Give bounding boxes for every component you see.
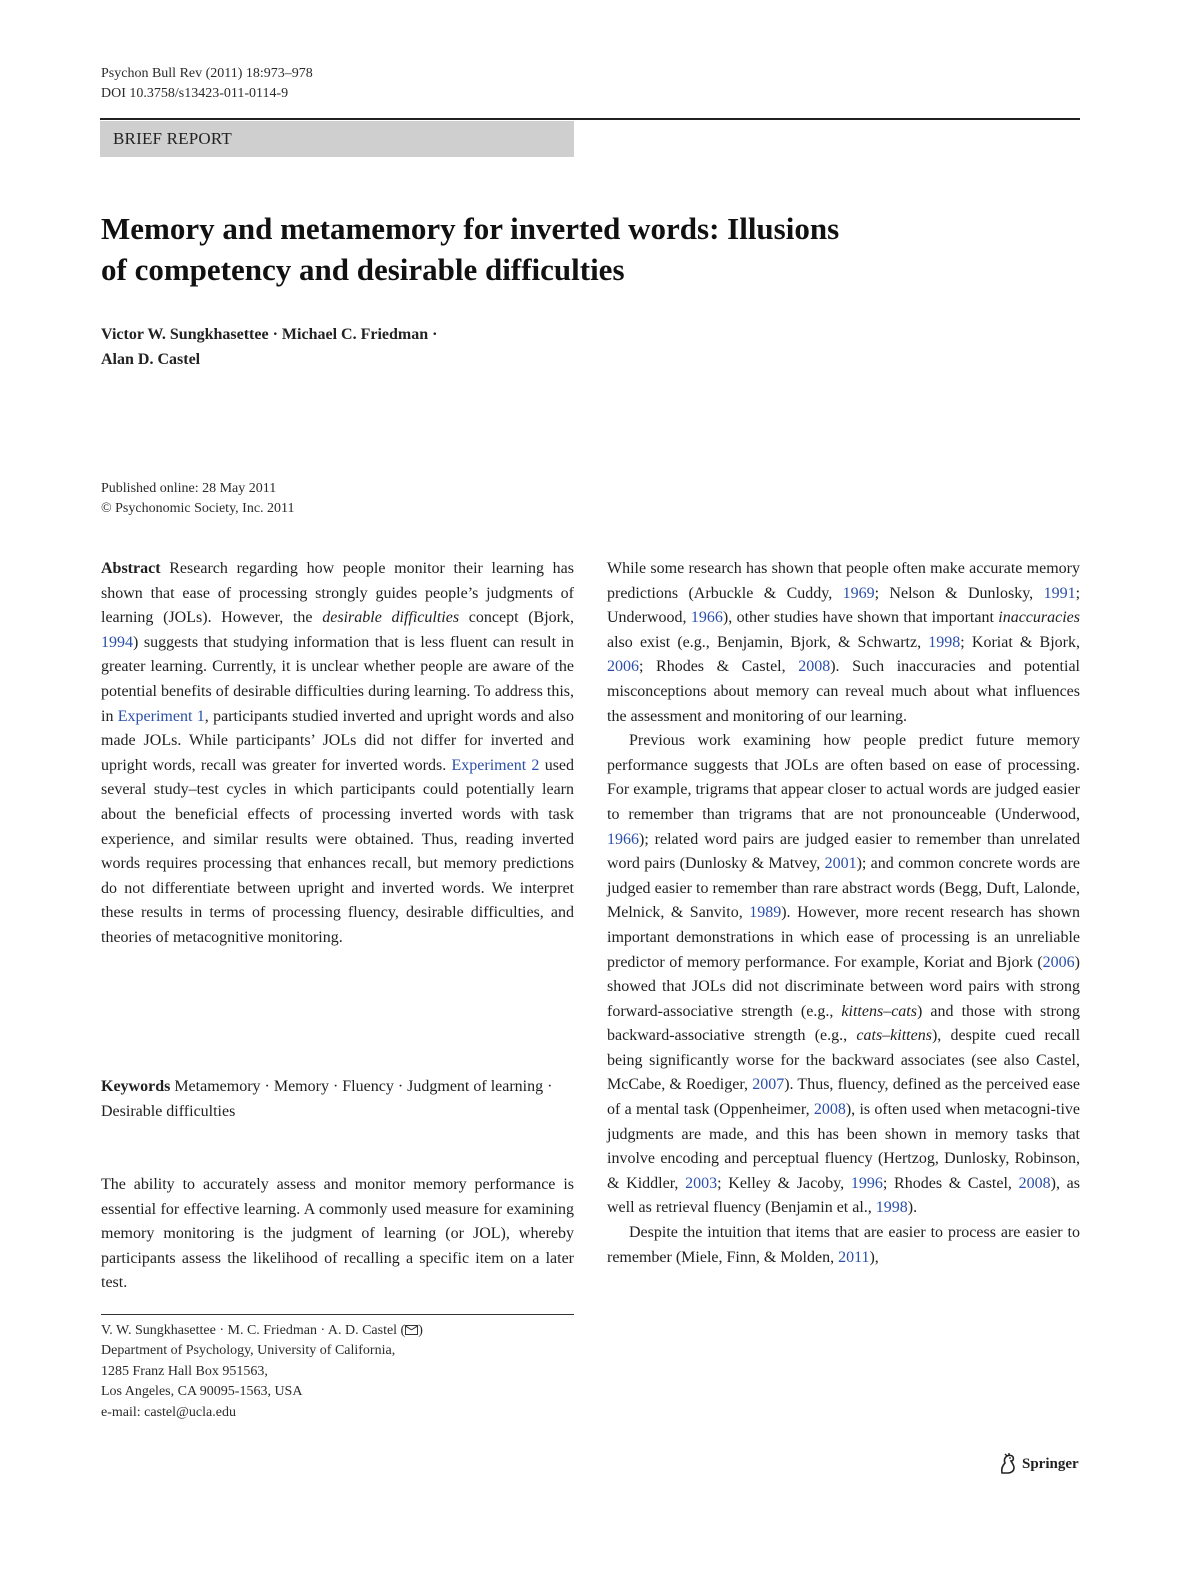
- footnote-department: Department of Psychology, University of California,: [101, 1343, 396, 1359]
- abstract-text: Research regarding how people monitor their learning has shown that ease of processing strongly guides people’s judgments of learning (JOLs). However, the: [101, 560, 574, 627]
- citation-link[interactable]: 2008: [813, 1101, 846, 1119]
- citation-link[interactable]: 1989: [749, 904, 782, 922]
- keywords-text: Metamemory · Memory · Fluency · Judgment of learning · Desirable difficulties: [101, 1078, 553, 1120]
- citation-link[interactable]: 2001: [824, 855, 857, 873]
- footnote-email[interactable]: e-mail: castel@ucla.edu: [101, 1404, 236, 1420]
- footnote-names-line: [101, 1321, 574, 1341]
- citation-link[interactable]: 2006: [1042, 953, 1075, 971]
- journal-citation: Psychon Bull Rev (2011) 18:973–978: [101, 66, 313, 81]
- experiment-2-link[interactable]: Experiment 2: [451, 756, 540, 774]
- abstract-emphasis: desirable difficulties: [322, 609, 460, 627]
- author-3: Alan D. Castel: [101, 351, 201, 368]
- publisher-logo: [998, 1452, 1079, 1476]
- footnote-names: V. W. Sungkhasettee · M. C. Friedman · A. D. Castel (: [101, 1323, 406, 1338]
- citation-link[interactable]: 1969: [842, 584, 875, 602]
- citation-link[interactable]: 2008: [798, 658, 831, 676]
- keywords-label: Keywords: [101, 1078, 171, 1095]
- footnote-address-2: Los Angeles, CA 90095-1563, USA: [101, 1384, 303, 1400]
- footnote-rule: [101, 1314, 574, 1315]
- body-paragraph-1: While some research has shown that people often make accurate memory predictions (Arbuckle & Cuddy, 1969; Nelson & Dunlosky, 1991; Underwood, 1966), other studies have shown that important inaccuracies also exist (e.g., Benjamin, Bjork, & Schwartz, 1998; Koriat & Bjork, 2006; Rhodes & Castel, 2008). Such inaccuracies and potential misconceptions about memory can reveal much about what influences the assessment and monitoring of our learning.: [607, 560, 1081, 725]
- abstract-paragraph: [101, 557, 574, 951]
- author-separator: ·: [428, 326, 438, 343]
- article-title: [101, 208, 1001, 290]
- body-paragraph-2: Previous work examining how people predict future memory performance suggests that JOLs are often based on ease of processing. For example, trigrams that appear closer to actual words are judged easier to remember than trigrams that are not pronounceable (Underwood, 1966); related word pairs are judged easier to remember than unrelated word pairs (Dunlosky & Matvey, 2001); and common concrete words are judged easier to remember than rare abstract words (Begg, Duft, Lalonde, Melnick, & Sanvito, 1989). However, more recent research has shown important demonstrations in which ease of processing is an unreliable predictor of memory performance. For example, Koriat and Bjork (2006) showed that JOLs did not discriminate between word pairs with strong forward-associative strength (e.g., kittens–cats) and those with strong backward-associative strength (e.g., cats–kittens), despite cued recall being significantly worse for the backward associates (see also Castel, McCabe, & Roediger, 2007). Thus, fluency, defined as the perceived ease of a mental task (Oppenheimer, 2008), is often used when metacogni-tive judgments are made, and this has been shown in memory tasks that involve encoding and perceptual fluency (Hertzog, Dunlosky, Robinson, & Kiddler, 2003; Kelley & Jacoby, 1996; Rhodes & Castel, 2008), as well as retrieval fluency (Benjamin et al., 1998).: [607, 732, 1081, 1217]
- published-date: Published online: 28 May 2011: [101, 481, 277, 496]
- citation-link[interactable]: 1994: [101, 633, 133, 651]
- footnote-address-1: 1285 Franz Hall Box 951563,: [101, 1363, 268, 1379]
- citation-link[interactable]: 1966: [690, 609, 723, 627]
- publisher-name: Springer: [1022, 1455, 1079, 1472]
- title-line-2: of competency and desirable difficulties: [101, 252, 625, 287]
- author-list: [101, 322, 701, 372]
- springer-horse-icon: [998, 1453, 1018, 1475]
- citation-link[interactable]: 1998: [875, 1199, 908, 1217]
- abstract: [101, 557, 574, 951]
- publication-info: [101, 479, 295, 519]
- author-2: Michael C. Friedman: [281, 326, 429, 343]
- header-rule: [100, 118, 1080, 120]
- right-column: [607, 557, 1080, 1270]
- abstract-label: Abstract: [101, 560, 161, 577]
- copyright-line: © Psychonomic Society, Inc. 2011: [101, 501, 295, 516]
- author-footnote: [101, 1321, 574, 1423]
- abstract-text: ) suggests that studying information that is less fluent can result in greater learning. Currently, it is unclear whether people are aware of the potential benefits of desirable difficulties during learning. To address this, in: [101, 633, 574, 725]
- abstract-text: , participants studied inverted and upright words and also made JOLs. While participants’ JOLs did not differ for inverted and upright words, recall was greater for inverted words.: [101, 707, 575, 774]
- experiment-1-link[interactable]: Experiment 1: [117, 707, 205, 725]
- report-type-banner: BRIEF REPORT: [100, 121, 574, 157]
- citation-link[interactable]: 2007: [752, 1076, 785, 1094]
- citation-link[interactable]: 1996: [850, 1174, 883, 1192]
- intro-paragraph: The ability to accurately assess and monitor memory performance is essential for effective learning. A commonly used measure for examining memory monitoring is the judgment of learning (or JOL), whereby participants assess the likelihood of recalling a specific item on a later test.: [101, 1176, 574, 1292]
- author-1: Victor W. Sungkhasettee: [101, 326, 269, 343]
- envelope-icon[interactable]: [405, 1325, 418, 1335]
- journal-doi: DOI 10.3758/s13423-011-0114-9: [101, 86, 289, 101]
- body-paragraph-3: Despite the intuition that items that are easier to process are easier to remember (Miele, Finn, & Molden, 2011),: [607, 1224, 1080, 1266]
- abstract-text: concept (Bjork,: [459, 609, 575, 627]
- citation-link[interactable]: 2011: [838, 1248, 870, 1266]
- citation-link[interactable]: 1998: [928, 633, 961, 651]
- citation-link[interactable]: 1991: [1043, 584, 1076, 602]
- citation-link[interactable]: 1966: [607, 830, 639, 848]
- author-separator: ·: [268, 326, 282, 343]
- citation-link[interactable]: 2008: [1018, 1174, 1051, 1192]
- abstract-text: used several study–test cycles in which participants could potentially learn about the beneficial effects of processing inverted words with task experience, and similar results were obtained. Thus, reading inverted words requires processing that enhances recall, but memory predictions do not differentiate between upright and inverted words. We interpret these results in terms of processing fluency, desirable difficulties, and theories of metacognitive monitoring.: [101, 756, 575, 946]
- keywords: [101, 1075, 574, 1124]
- title-line-1: Memory and metamemory for inverted words: Illusions: [101, 211, 840, 246]
- citation-link[interactable]: 2006: [607, 658, 639, 676]
- journal-meta: [101, 64, 313, 104]
- citation-link[interactable]: 2003: [685, 1174, 718, 1192]
- footnote-paren: ): [418, 1323, 423, 1338]
